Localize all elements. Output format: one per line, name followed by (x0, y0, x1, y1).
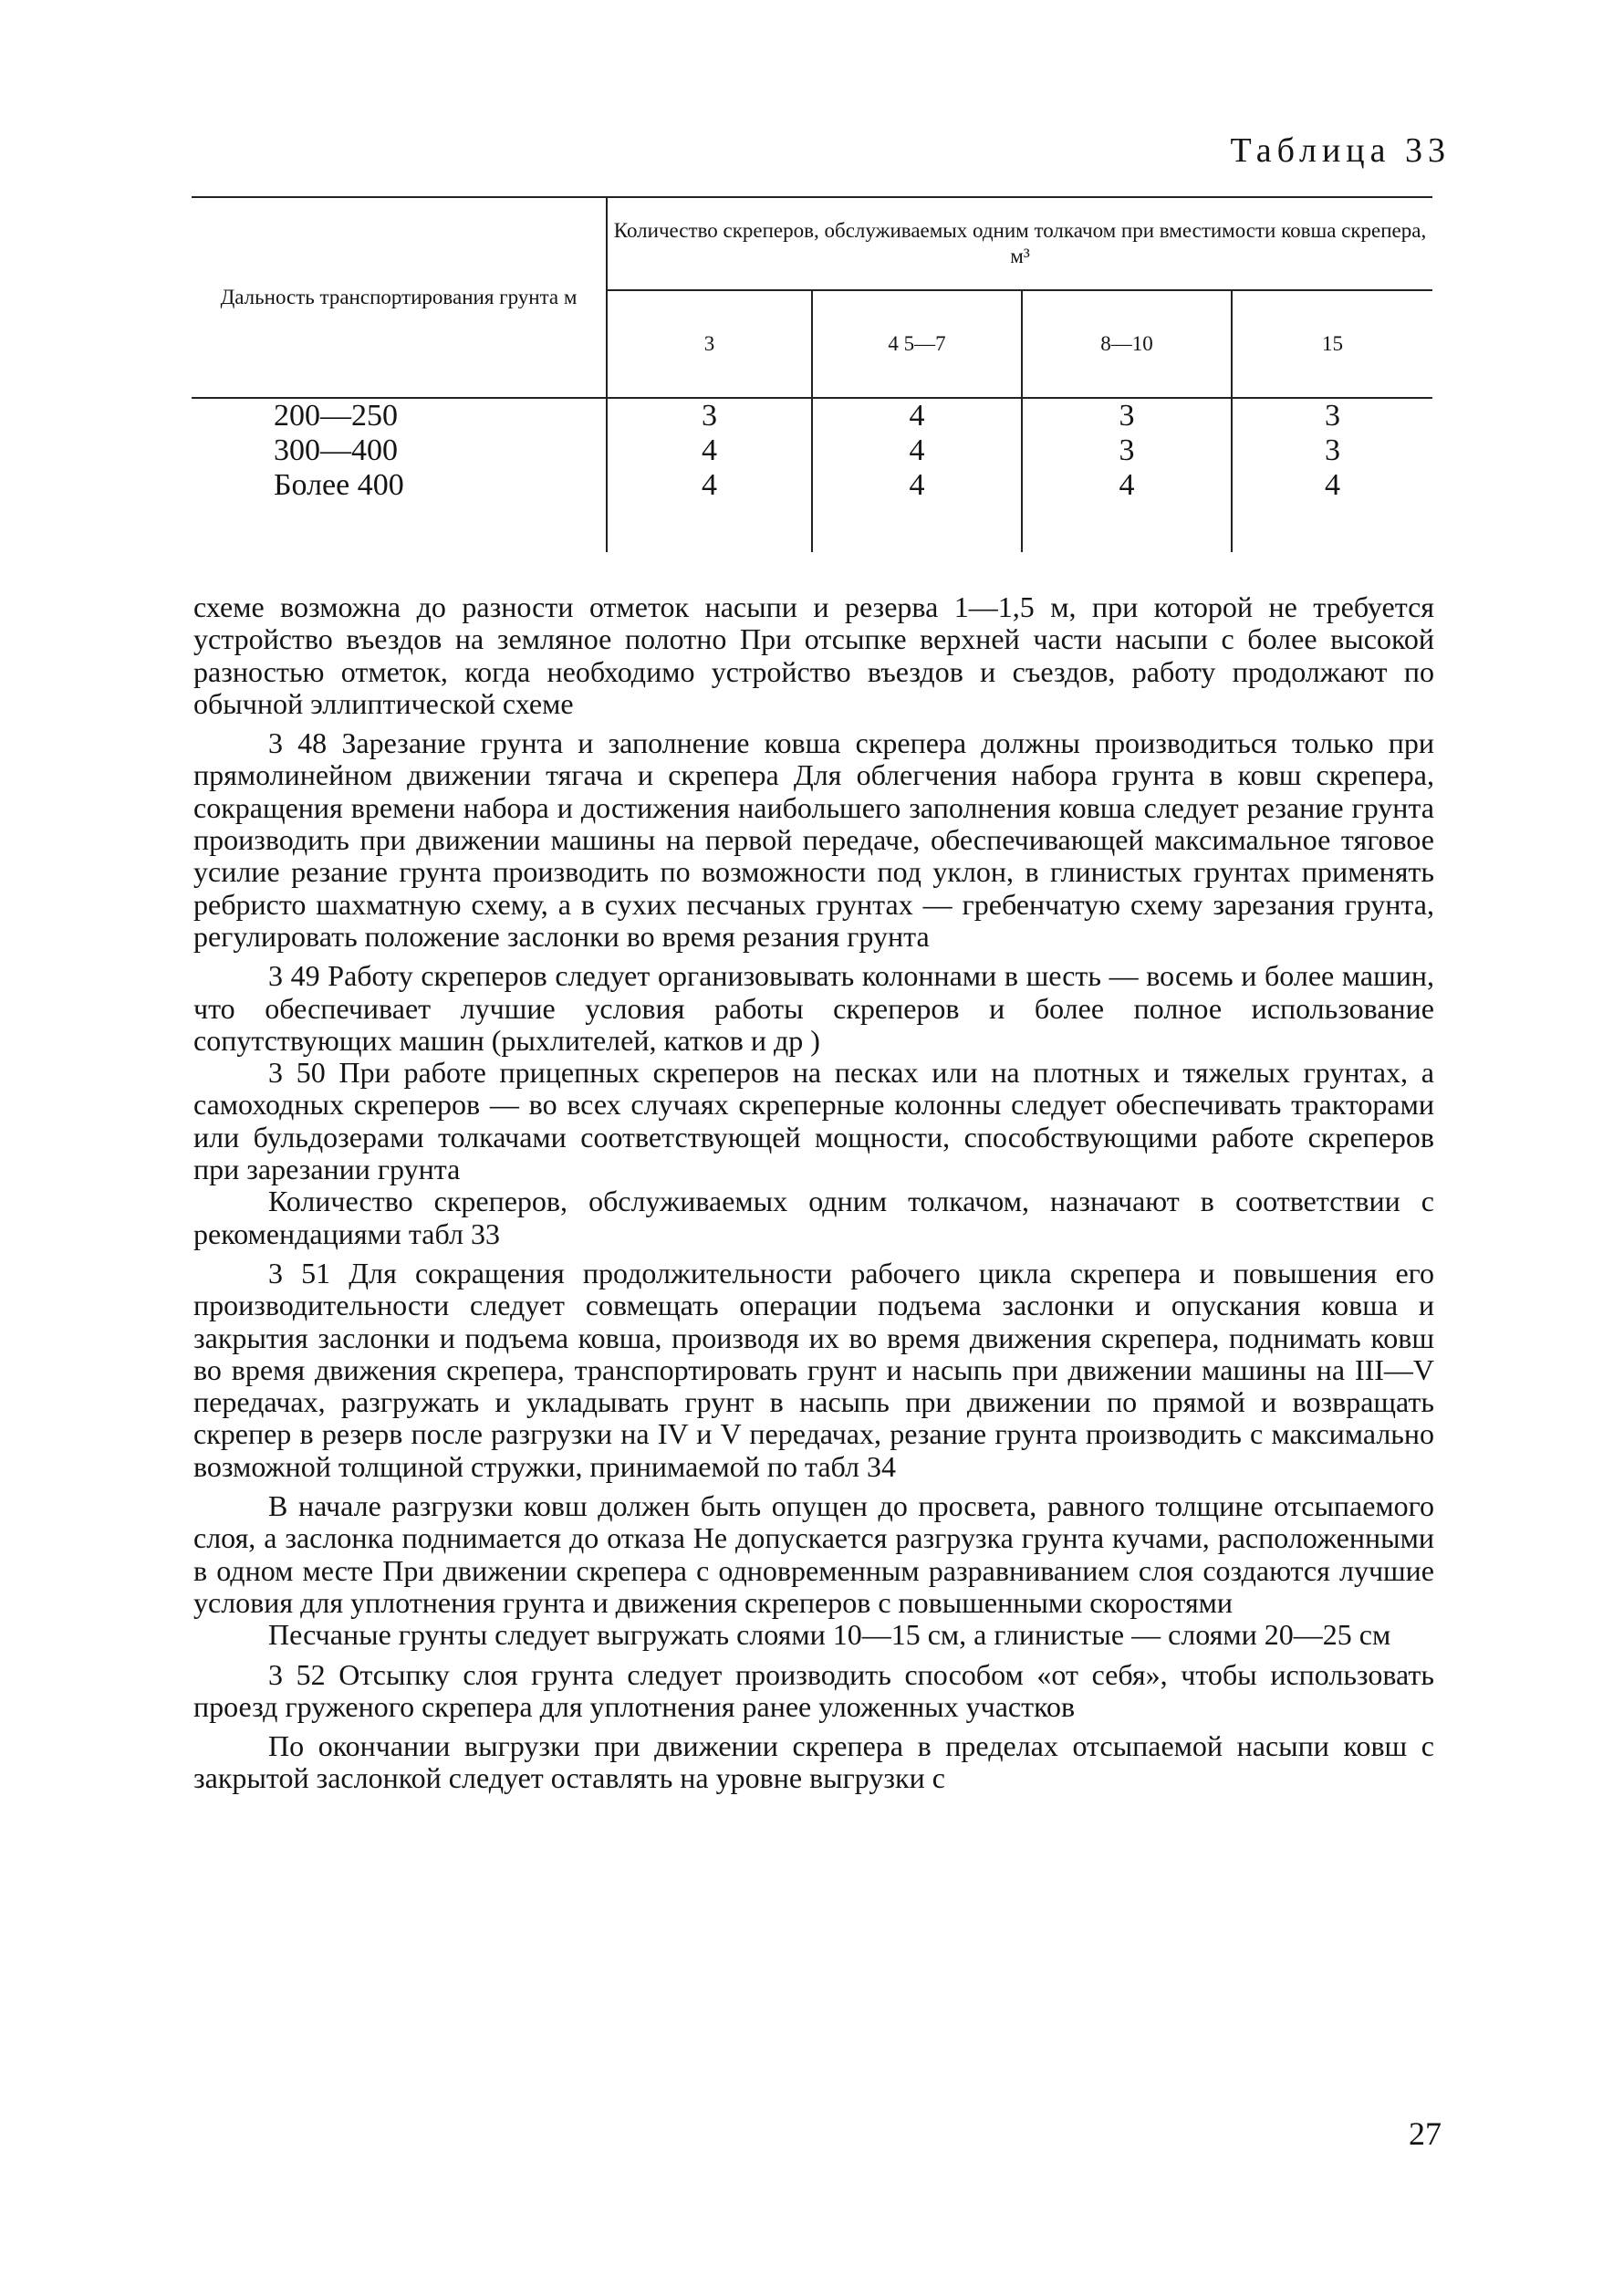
table-cell: 3 (1325, 399, 1341, 433)
table-cell: 3 (1325, 433, 1341, 467)
table-caption: Таблица 33 (1230, 131, 1451, 170)
table-cell: 4 (1325, 468, 1341, 502)
capacity-column-2 (812, 398, 1022, 552)
table-cell: 200—250 (274, 399, 398, 433)
table-cell: 3 (1119, 433, 1135, 467)
body-text (193, 591, 1434, 1795)
capacity-column-3 (1022, 398, 1232, 552)
data-table (192, 196, 1432, 552)
table-cell: 4 (909, 468, 925, 502)
paragraph-continuation: схеме возможна до разности отметок насыпи и резерва 1—1,5 м, при которой не требуется устройство въездов на земляное полотно При отсыпке верхней части насыпи с более высокой разностью отметок, когда необходимо устройство въездов и съездов, работу продолжают по обычной эллиптической схеме (193, 590, 1434, 720)
page-number: 27 (1409, 2115, 1442, 2152)
paragraph-layer-thickness: Песчаные грунты следует выгружать слоями 10—15 см, а глинистые — слоями 20—25 см (268, 1618, 1391, 1652)
table-cell: 4 (1119, 468, 1135, 502)
header-distance: Дальность транспортирования грунта м (192, 197, 607, 398)
paragraph-3-51: 3 51 Для сокращения продолжительности рабочего цикла скрепера и повышения его производительности следует совмещать операции подъема заслонки и опускания ковша и закрытия заслонки и подъема ковша, производя их во время движения скрепера, поднимать ковш во время движения скрепера, транспортировать грунт и насыпь при движении машины на III—V передачах, разгружать и укладывать грунт в насыпь при движении по прямой и возвращать скрепер в резерв после разгрузки на IV и V передачах, резание грунта производить с максимально возможной толщиной стружки, принимаемой по табл 34 (193, 1256, 1434, 1483)
paragraph-3-50: 3 50 При работе прицепных скреперов на песках или на плотных и тяжелых грунтах, а самоходных скреперов — во всех случаях скреперные колонны следует обеспечивать тракторами или бульдозерами толкачами соответствующей мощности, способствующими работе скреперов при зарезании грунта (193, 1056, 1434, 1186)
table-cell: 4 (702, 468, 717, 502)
paragraph-3-48: 3 48 Зарезание грунта и заполнение ковша скрепера должны производиться только при прямолинейном движении тягача и скрепера Для облегчения набора грунта в ковш скрепера, сокращения времени набора и достижения наибольшего заполнения ковша следует резание грунта производить при движении машины на первой передаче, обеспечивающей максимальное тяговое усилие резание грунта производить по возможности под уклон, в глинистых грунтах применять ребристо шахматную схему, а в сухих песчаных грунтах — гребенчатую схему зарезания грунта, регулировать положение заслонки во время резания грунта (193, 726, 1434, 953)
table-cell: 300—400 (274, 433, 398, 467)
table-cell: 3 (702, 399, 717, 433)
paragraph-after-unloading: По окончании выгрузки при движении скрепера в пределах отсыпаемой насыпи ковш с закрытой заслонкой следует оставлять на уровне выгрузки с (193, 1729, 1434, 1795)
table-cell: 4 (909, 399, 925, 433)
table-body (192, 398, 1432, 552)
header-capacity-1: 3 (607, 290, 812, 398)
paragraph-3-52: 3 52 Отсыпку слоя грунта следует производить способом «от себя», чтобы использовать проезд груженого скрепера для уплотнения ранее уложенных участков (193, 1657, 1434, 1723)
distance-column (192, 398, 607, 552)
paragraph-3-49: 3 49 Работу скреперов следует организовывать колоннами в шесть — восемь и более машин, что обеспечивает лучшие условия работы скреперов и более полное использование сопутствующих машин (рыхлителей, катков и др ) (193, 959, 1434, 1057)
paragraph-unloading: В начале разгрузки ковш должен быть опущен до просвета, равного толщине отсыпаемого слоя, а заслонка поднимается до отказа Не допускается разгрузка грунта кучами, расположенными в одном месте При движении скрепера с одновременным разравниванием слоя создаются лучшие условия для уплотнения грунта и движения скреперов с повышенными скоростями (193, 1489, 1434, 1619)
header-capacity-2: 4 5—7 (812, 290, 1022, 398)
table-cell: 4 (909, 433, 925, 467)
header-capacity-3: 8—10 (1022, 290, 1232, 398)
capacity-column-4 (1232, 398, 1432, 552)
capacity-column-1 (607, 398, 812, 552)
header-group: Количество скреперов, обслуживаемых одним толкачом при вместимости ковша скрепера, м³ (607, 197, 1432, 290)
header-capacity-4: 15 (1232, 290, 1432, 398)
table-cell: 4 (702, 433, 717, 467)
table-cell: Более 400 (274, 468, 404, 502)
paragraph-table-reference: Количество скреперов, обслуживаемых одним толкачом, назначают в соответствии с рекомендациями табл 33 (193, 1185, 1434, 1250)
table-cell: 3 (1119, 399, 1135, 433)
